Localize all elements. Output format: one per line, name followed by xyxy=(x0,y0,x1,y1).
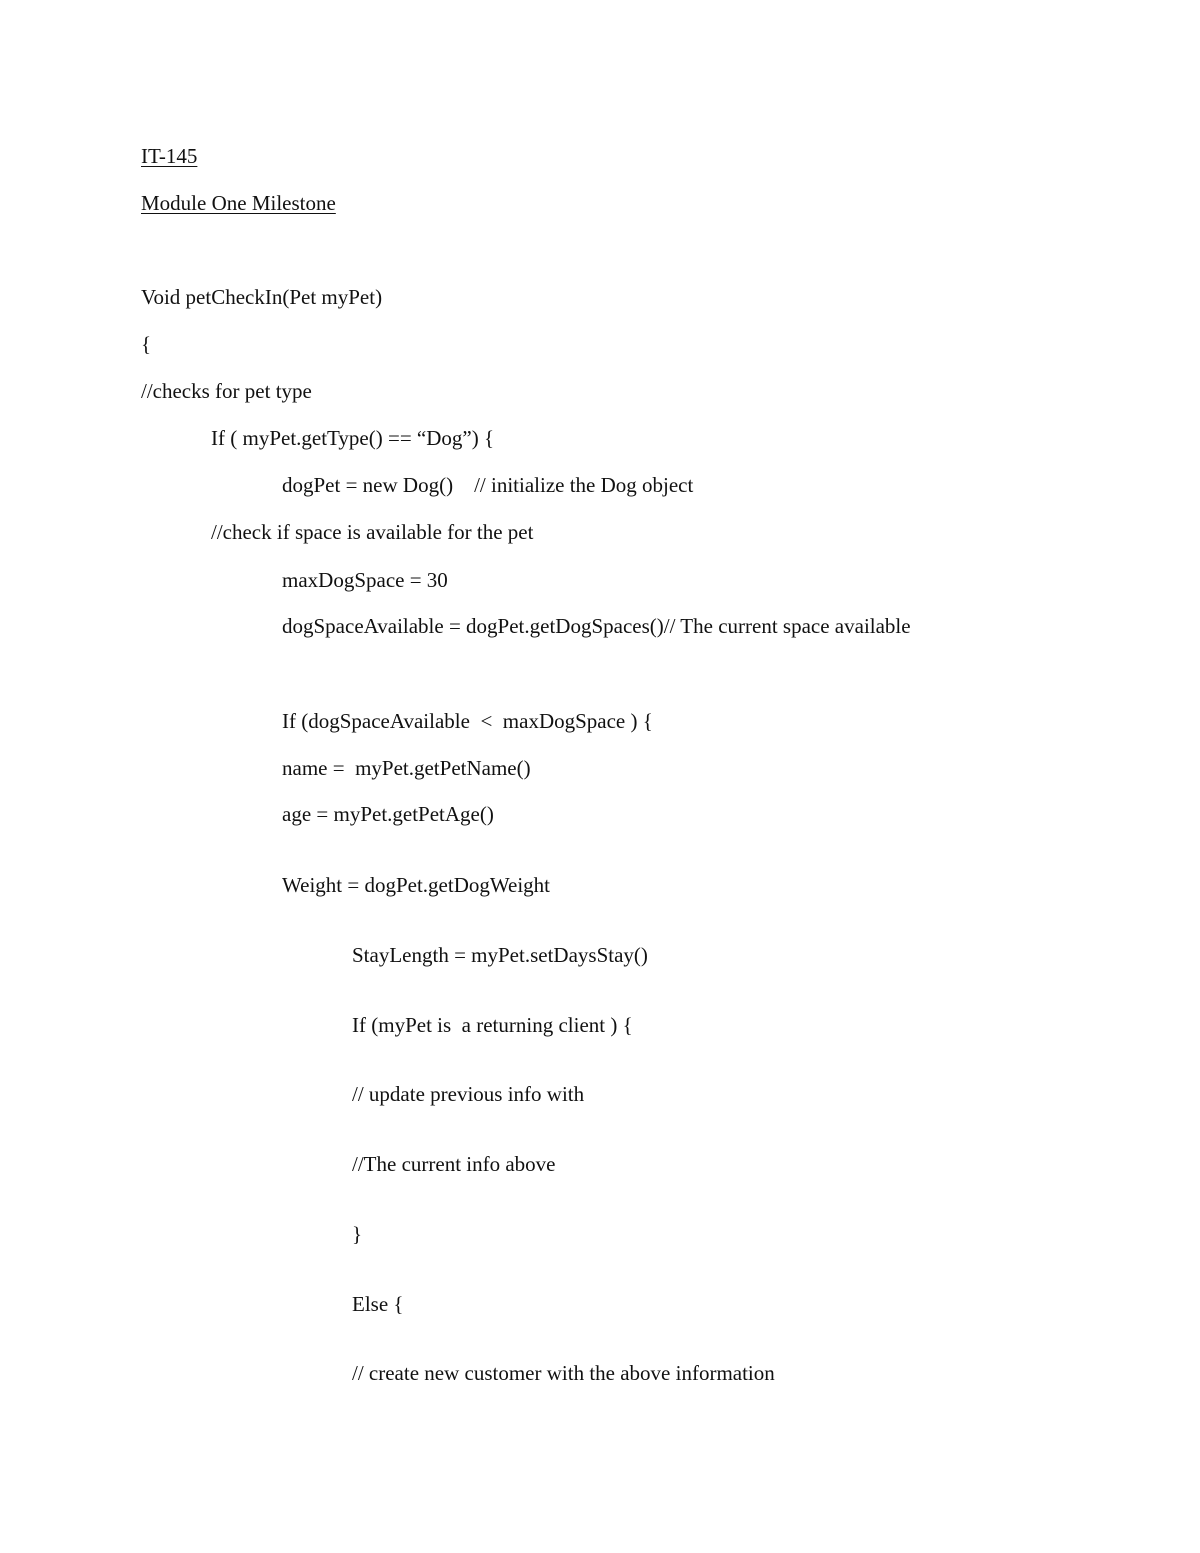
code-line-comment-new-customer: // create new customer with the above information xyxy=(352,1361,775,1385)
code-line-if-returning: If (myPet is a returning client ) { xyxy=(352,1013,633,1037)
code-line-if-space: If (dogSpaceAvailable < maxDogSpace ) { xyxy=(282,709,653,733)
code-line-comment-current-info: //The current info above xyxy=(352,1152,556,1176)
code-line-weight: Weight = dogPet.getDogWeight xyxy=(282,873,551,897)
code-line-comment-space: //check if space is available for the pet xyxy=(211,520,534,544)
code-line-comment-update: // update previous info with xyxy=(352,1082,585,1106)
code-line-name: name = myPet.getPetName() xyxy=(282,756,531,780)
code-line-close-brace: } xyxy=(352,1222,363,1246)
code-line-open-brace: { xyxy=(141,332,152,356)
course-code: IT-145 xyxy=(141,144,198,168)
code-line-dog-space-available: dogSpaceAvailable = dogPet.getDogSpaces()// The current space available xyxy=(282,614,911,638)
code-line-else: Else { xyxy=(352,1292,404,1316)
code-line-stay-length: StayLength = myPet.setDaysStay() xyxy=(352,943,648,967)
code-line-function-signature: Void petCheckIn(Pet myPet) xyxy=(141,285,383,309)
code-line-max-dog-space: maxDogSpace = 30 xyxy=(282,568,448,592)
code-line-new-dog: dogPet = new Dog() // initialize the Dog object xyxy=(282,473,694,497)
code-line-comment-pet-type: //checks for pet type xyxy=(141,379,312,403)
code-line-if-dog: If ( myPet.getType() == “Dog”) { xyxy=(211,426,495,450)
assignment-title: Module One Milestone xyxy=(141,191,336,215)
code-line-age: age = myPet.getPetAge() xyxy=(282,802,494,826)
